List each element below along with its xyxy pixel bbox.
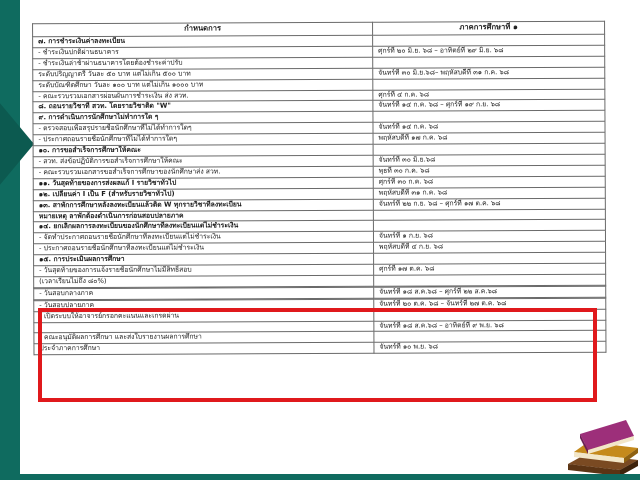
schedule-item: - ชำระเงินปกติผ่านธนาคาร — [33, 46, 373, 58]
schedule-date: จันทร์ที่ ๒๒ ก.ย. ๖๘ – ศุกร์ที่ ๑๗ ต.ค. ๖๘ — [373, 198, 605, 210]
schedule-item: - ประกาศถอนรายชื่อนักศึกษาที่ไม่ได้ทำการใดๆ — [33, 133, 373, 145]
schedule-date: จันทร์ที่ ๑๘ ส.ค.๖๘ – ศุกร์ที่ ๒๒ ส.ค.๖๘ — [374, 286, 606, 298]
header-schedule: กำหนดการ — [33, 22, 373, 36]
schedule-item: ๑๔. ยกเลิกผลการลงทะเบียนของนักศึกษาที่ลงทะเบียนแต่ไม่ชำระเงิน — [33, 221, 373, 233]
schedule-table — [32, 21, 606, 356]
schedule-date: พฤหัสบดีที่ ๑๗ ก.ค. ๖๘ — [373, 132, 605, 144]
schedule-item: ๑๑. วันสุดท้ายของการส่งผลแก้ I รายวิชาทั่วไป — [33, 177, 373, 189]
schedule-item: - วันสุดท้ายของการแจ้งรายชื่อนักศึกษาไม่มีสิทธิ์สอบ — [34, 264, 374, 276]
schedule-date: ศุกร์ที่ ๓๐ ก.ค. ๖๘ — [373, 176, 605, 188]
schedule-item: (เวลาเรียนไม่ถึง ๘๐%) — [34, 275, 374, 287]
schedule-item: ระดับบัณฑิตศึกษา วันละ ๑๐๐ บาท แต่ไม่เกิน ๑๐๐๐ บาท — [33, 79, 373, 91]
schedule-item: หมายเหตุ ลาพักต้องดำเนินการก่อนสอบปลายภาค — [33, 210, 373, 222]
schedule-body — [33, 34, 606, 355]
schedule-date: ศุกร์ที่ ๒๐ มิ.ย. ๖๘ – อาทิตย์ที่ ๒๙ มิ.ย. ๖๘ — [373, 45, 605, 57]
schedule-date: พุธที่ ๓๐ ก.ค. ๖๘ — [373, 165, 605, 177]
schedule-date: จันทร์ที่ ๑๘ ส.ค.๖๘ – อาทิตย์ที่ ๙ พ.ย. ๖๘ — [374, 320, 606, 332]
schedule-item: - ตรวจสอบเพื่อสรุปรายชื่อนักศึกษาที่ไม่ได้ทำการใดๆ — [33, 123, 373, 135]
schedule-date: จันทร์ที่ ๓๐ มิ.ย.๖๘ — [373, 154, 605, 166]
schedule-date: พฤหัสบดีที่ ๔ ก.ย. ๖๘ — [374, 241, 606, 253]
schedule-item: ๗. การชำระเงินค่าลงทะเบียน — [33, 35, 373, 47]
schedule-date: จันทร์ที่ ๑๔ ก.ค. ๖๘ — [373, 122, 605, 134]
schedule-item: ๑๓. สาพักการศึกษาหลังลงทะเบียนแล้วติด W ทุกรายวิชาที่ลงทะเบียน — [33, 199, 373, 211]
schedule-item: - คณะรวบรวมเอกสารขอสำเร็จการศึกษาของนักศึกษาส่ง สวท. — [33, 166, 373, 178]
schedule-date: พฤหัสบดีที่ ๓๑ ก.ค. ๖๘ — [373, 187, 605, 199]
schedule-item: - วันสอบปลายภาค — [34, 299, 374, 311]
schedule-item: ๙. การดำเนินการนักศึกษาไม่ทำการใด ๆ — [33, 112, 373, 124]
schedule-item: - คณะรวบรวมเอกสารผ่อนผันการชำระเงิน ส่ง สวท. — [33, 90, 373, 102]
schedule-item: ระดับปริญญาตรี วันละ ๕๐ บาท แต่ไม่เกิน ๕๐๐ บาท — [33, 68, 373, 80]
red-highlight-box — [38, 308, 597, 402]
schedule-item: - เปิดระบบให้อาจารย์กรอกคะแนนและเกรดผ่าน — [34, 310, 374, 322]
schedule-date: ศุกร์ที่ ๑๗ ต.ค. ๖๘ — [374, 263, 606, 275]
schedule-item: - สวท. ส่งข้อปฏิบัติการขอสำเร็จการศึกษาให้คณะ — [33, 155, 373, 167]
schedule-date: จันทร์ที่ ๓๐ มิ.ย.๖๘– พฤหัสบดีที่ ๓๑ ก.ค. ๖๘ — [373, 67, 605, 79]
books-icon — [562, 406, 640, 480]
schedule-date: จันทร์ที่ ๒๐ ต.ค. ๖๘ – จันทร์ที่ ๒๗ ต.ค. ๖๘ — [374, 298, 606, 310]
schedule-item: - ชำระเงินล่าช้าผ่านธนาคารโดยต้องชำระค่าปรับ — [33, 57, 373, 69]
schedule-date: จันทร์ที่ ๑๔ ก.ค. ๖๘ – ศุกร์ที่ ๑๙ ก.ย. ๖๘ — [373, 100, 605, 112]
schedule-item: - ประกาศถอนรายชื่อนักศึกษาที่ลงทะเบียนแต่ไม่ชำระเงิน — [34, 242, 374, 254]
schedule-date: ศุกร์ที่ ๔ ก.ค. ๖๘ — [373, 89, 605, 101]
schedule-item: ๑๒. เปลี่ยนค่า I เป็น F (สำหรับรายวิชาทั่วไป) — [33, 188, 373, 200]
schedule-date: จันทร์ที่ ๑ ก.ย. ๖๘ — [373, 231, 605, 243]
schedule-item: ๑๐. การขอสำเร็จการศึกษาให้คณะ — [33, 144, 373, 156]
schedule-item: - คณะอนุมัติผลการศึกษา และส่งใบรายงานผลการศึกษา — [34, 332, 374, 344]
schedule-item: - วันสอบกลางภาค — [34, 287, 374, 299]
schedule-item: ๘. ถอนรายวิชาที่ สวท. โดยรายวิชาติด "W" — [33, 101, 373, 113]
bottom-accent-line — [0, 474, 640, 480]
left-accent-bar — [0, 0, 20, 480]
left-hex-shape — [0, 96, 34, 192]
schedule-item: ๑๕. การประเมินผลการศึกษา — [34, 253, 374, 265]
schedule-item: ประจำภาคการศึกษา — [34, 343, 374, 355]
schedule-item: - จัดทำประกาศถอนรายชื่อนักศึกษาที่ลงทะเบียนแต่ไม่ชำระเงิน — [33, 232, 373, 244]
header-semester: ภาคการศึกษาที่ ๑ — [373, 21, 605, 35]
schedule-date: จันทร์ที่ ๑๐ พ.ย. ๖๘ — [374, 342, 606, 354]
